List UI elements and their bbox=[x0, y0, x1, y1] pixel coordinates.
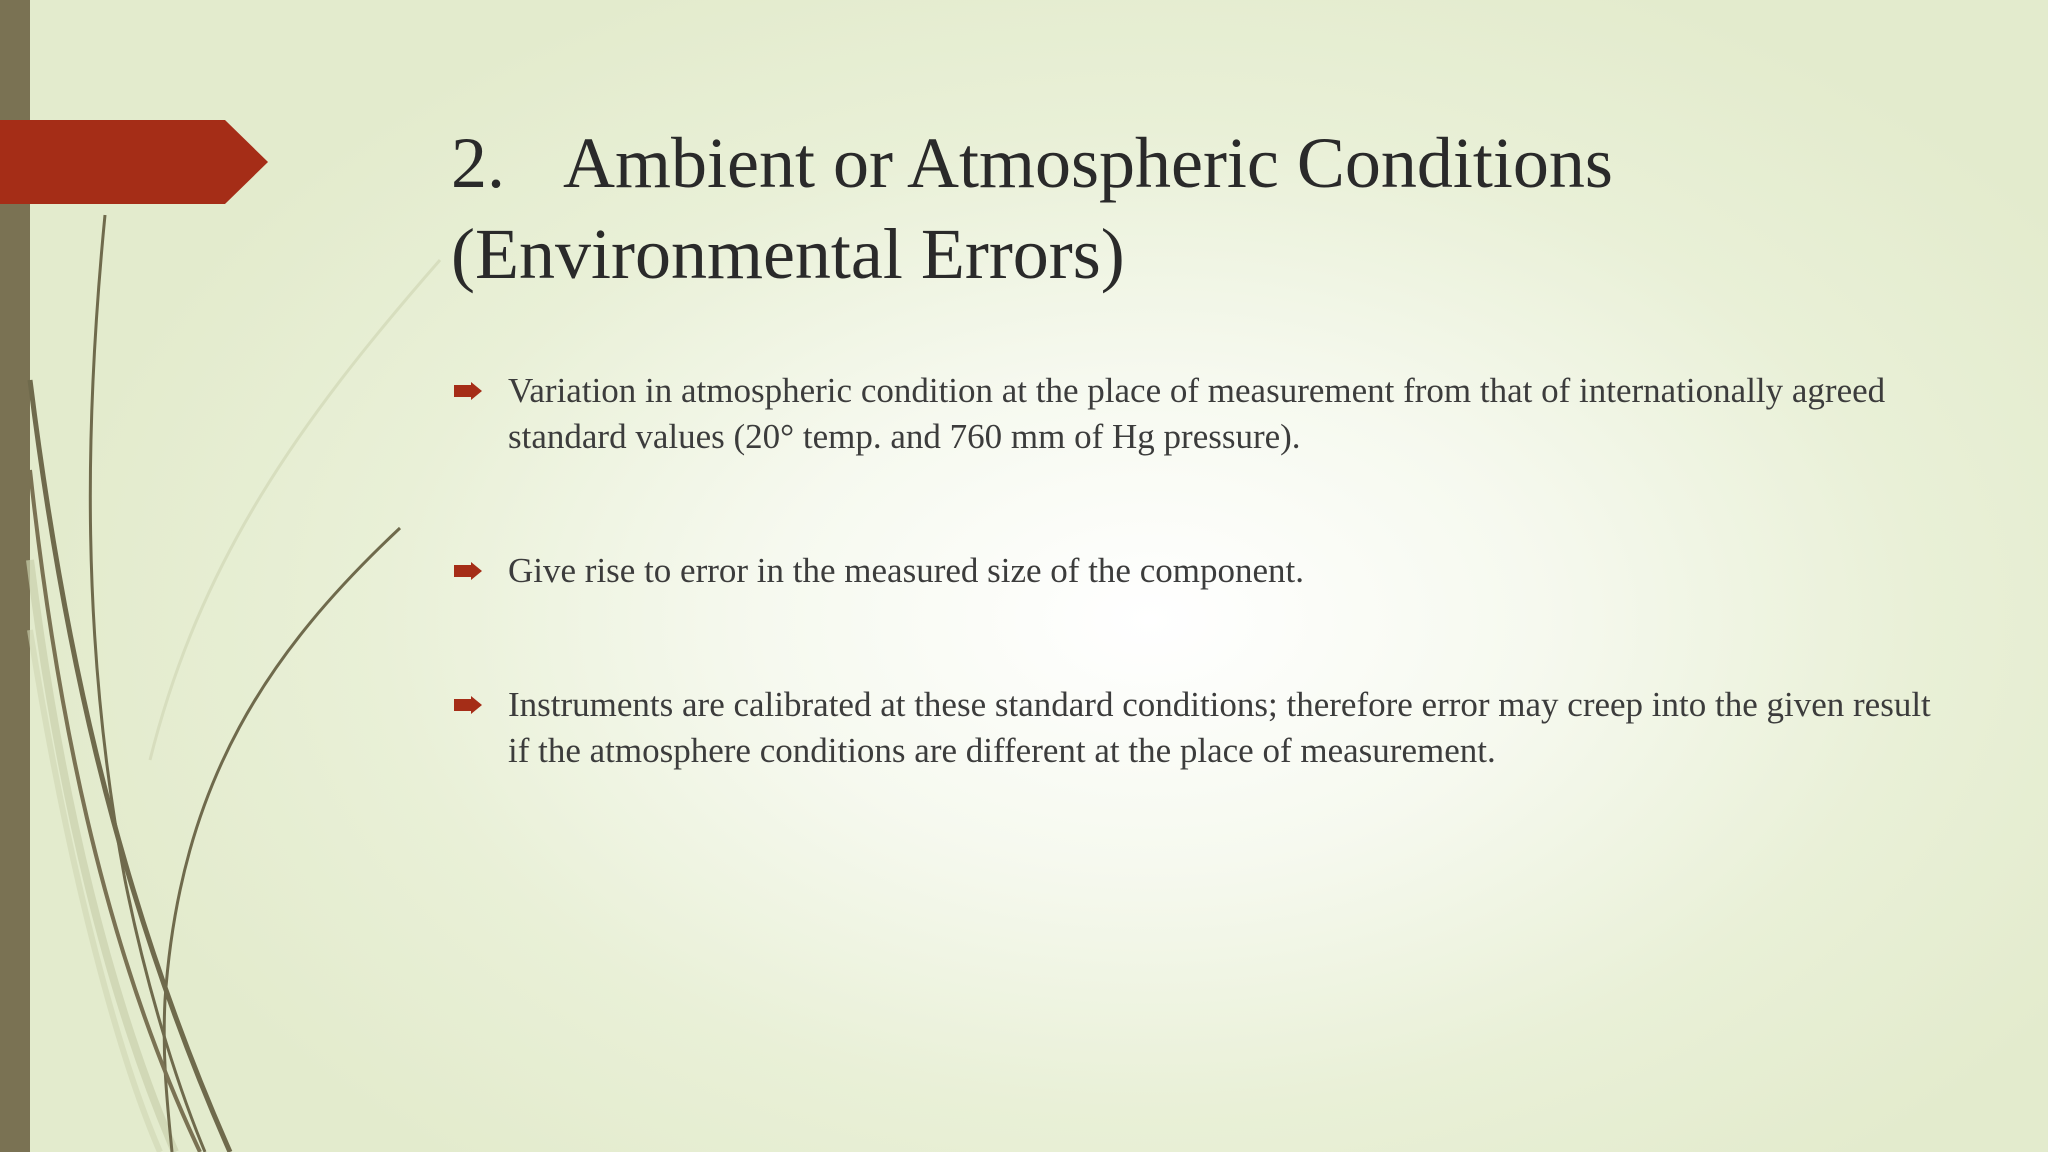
slide-title bbox=[451, 118, 1951, 300]
right-arrow-bullet-icon bbox=[454, 382, 482, 400]
bullet-item bbox=[451, 368, 1931, 460]
bullet-text: Instruments are calibrated at these standard conditions; therefore error may creep into the given result if the atmosphere conditions are different at the place of measurement. bbox=[508, 685, 1931, 770]
red-arrow-banner bbox=[0, 120, 268, 204]
bullet-text: Give rise to error in the measured size of the component. bbox=[508, 551, 1304, 590]
right-arrow-bullet-icon bbox=[454, 562, 482, 580]
bullet-list bbox=[451, 368, 1931, 774]
title-number: 2. bbox=[451, 123, 505, 203]
bullet-item bbox=[451, 548, 1931, 594]
bullet-item bbox=[451, 682, 1931, 774]
decorative-curves bbox=[0, 0, 460, 1152]
right-arrow-bullet-icon bbox=[454, 696, 482, 714]
bullet-text: Variation in atmospheric condition at the place of measurement from that of internationally agreed standard values (20° temp. and 760 mm of Hg pressure). bbox=[508, 371, 1886, 456]
title-text: Ambient or Atmospheric Conditions (Environmental Errors) bbox=[451, 123, 1613, 294]
